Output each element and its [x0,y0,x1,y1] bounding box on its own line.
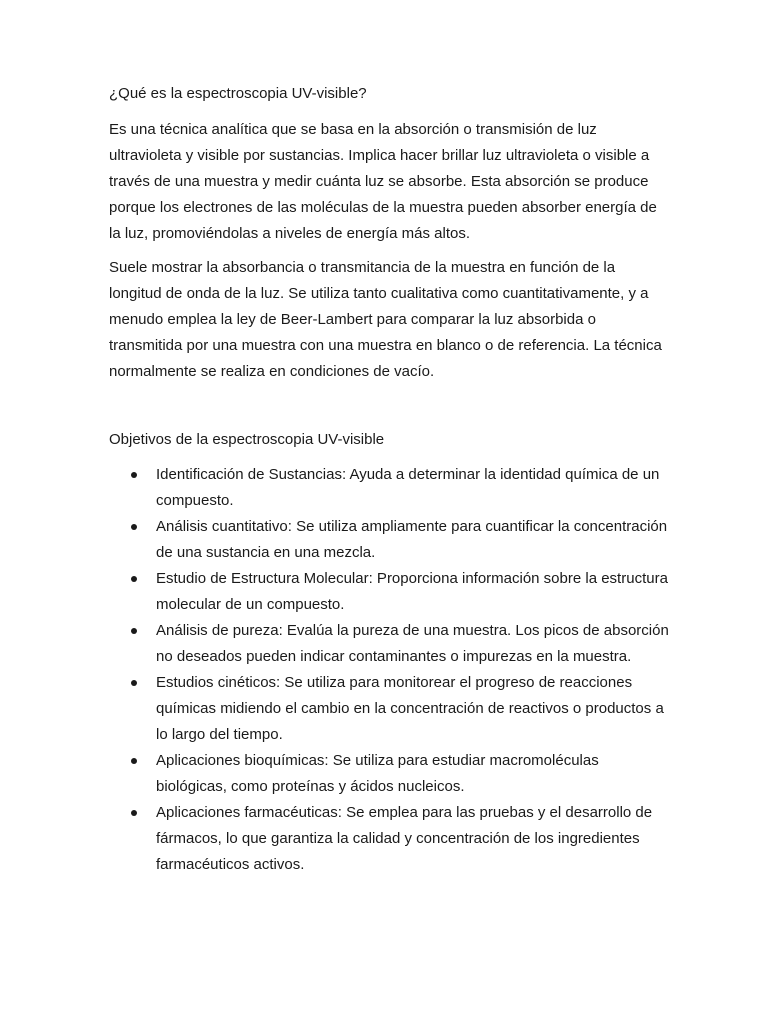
list-item [109,618,669,670]
list-item [109,670,669,748]
list-item [109,800,669,878]
bullet-icon [131,472,137,478]
bullet-icon [131,680,137,686]
list-item-text: Estudios cinéticos: Se utiliza para monitorear el progreso de reacciones químicas midiendo el cambio en la concentración de reactivos o productos a lo largo del tiempo. [156,674,664,743]
document-page [109,83,669,878]
bullet-icon [131,628,137,634]
objectives-list [109,462,669,878]
bullet-icon [131,810,137,816]
bullet-icon [131,758,137,764]
list-item-text: Análisis de pureza: Evalúa la pureza de una muestra. Los picos de absorción no deseados pueden indicar contaminantes o impurezas en la muestra. [156,622,669,665]
paragraph-usage: Suele mostrar la absorbancia o transmitancia de la muestra en función de la longitud de onda de la luz. Se utiliza tanto cualitativa como cuantitativamente, y a menudo emplea la ley de Beer-Lambert para comparar la luz absorbida o transmitida por una muestra con una muestra en blanco o de referencia. La técnica normalmente se realiza en condiciones de vacío. [109,259,662,380]
list-item-text: Aplicaciones bioquímicas: Se utiliza para estudiar macromoléculas biológicas, como proteínas y ácidos nucleicos. [156,752,599,795]
list-item [109,566,669,618]
list-item-text: Estudio de Estructura Molecular: Proporciona información sobre la estructura molecular de un compuesto. [156,570,668,613]
bullet-icon [131,576,137,582]
list-item-text: Identificación de Sustancias: Ayuda a determinar la identidad química de un compuesto. [156,466,660,509]
list-item [109,462,669,514]
paragraph-definition: Es una técnica analítica que se basa en la absorción o transmisión de luz ultravioleta y visible por sustancias. Implica hacer brillar luz ultravioleta o visible a través de una muestra y medir cuánta luz se absorbe. Esta absorción se produce porque los electrones de las moléculas de la muestra pueden absorber energía de la luz, promoviéndolas a niveles de energía más altos. [109,121,657,242]
section-heading-objectives: Objetivos de la espectroscopia UV-visible [109,431,385,448]
section-heading-what-is: ¿Qué es la espectroscopia UV-visible? [109,85,367,102]
bullet-icon [131,524,137,530]
list-item-text: Aplicaciones farmacéuticas: Se emplea para las pruebas y el desarrollo de fármacos, lo que garantiza la calidad y concentración de los ingredientes farmacéuticos activos. [156,804,653,873]
list-item [109,514,669,566]
list-item-text: Análisis cuantitativo: Se utiliza ampliamente para cuantificar la concentración de una sustancia en una mezcla. [156,518,668,561]
list-item [109,748,669,800]
